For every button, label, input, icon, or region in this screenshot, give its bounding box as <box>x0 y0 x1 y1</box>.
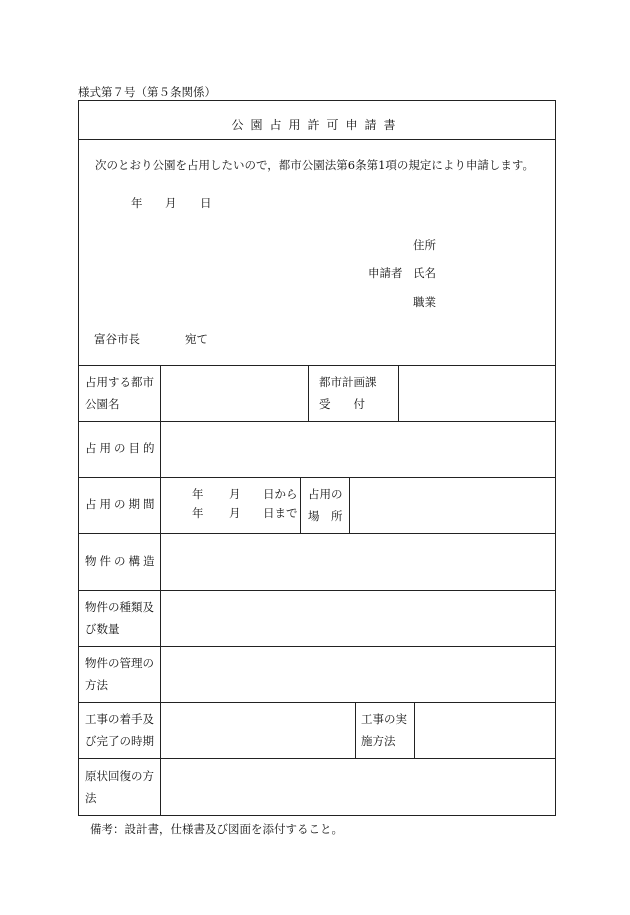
management-label: 物件の管理の 方法 <box>85 656 154 692</box>
period-from-day[interactable]: 日から <box>263 487 298 501</box>
divider <box>79 590 555 591</box>
column-divider <box>160 365 161 815</box>
column-divider <box>349 477 350 533</box>
restoration-label: 原状回復の方 法 <box>85 769 154 805</box>
column-divider <box>414 702 415 758</box>
kind-quantity-label: 物件の種類及 び数量 <box>85 600 154 636</box>
remarks: 備考：設計書，仕様書及び図面を添付すること。 <box>90 822 343 836</box>
application-form <box>78 100 556 816</box>
divider <box>79 365 555 366</box>
applicant-address-label: 住所 <box>413 238 436 252</box>
place-label: 占用の 場 所 <box>308 487 343 523</box>
purpose-label: 占用の目的 <box>85 441 158 455</box>
column-divider <box>300 477 301 533</box>
addressee-name: 富谷市長 <box>94 332 140 346</box>
divider <box>79 139 555 140</box>
period-from-year[interactable]: 年 <box>192 487 204 501</box>
applicant-label: 申請者 <box>368 266 403 280</box>
divider <box>79 477 555 478</box>
period-from-month[interactable]: 月 <box>229 487 241 501</box>
period-to-month[interactable]: 月 <box>229 506 241 520</box>
period-to-year[interactable]: 年 <box>192 506 204 520</box>
construction-period-label: 工事の着手及 び完了の時期 <box>85 712 154 748</box>
applicant-name-label: 氏名 <box>413 266 436 280</box>
addressee-suffix: 宛て <box>185 332 208 346</box>
park-name-label: 占用する都市 公園名 <box>85 375 154 411</box>
date-year[interactable]: 年 <box>131 196 143 210</box>
divider <box>79 533 555 534</box>
divider <box>79 758 555 759</box>
period-label: 占用の期間 <box>85 497 158 511</box>
column-divider <box>355 702 356 758</box>
form-title: 公園占用許可申請書 <box>231 118 403 132</box>
construction-method-label: 工事の実 施方法 <box>361 712 407 748</box>
column-divider <box>308 365 309 421</box>
divider <box>79 646 555 647</box>
form-number: 様式第７号（第５条関係） <box>78 85 216 99</box>
date-day[interactable]: 日 <box>200 196 212 210</box>
structure-label: 物件の構造 <box>85 554 158 568</box>
divider <box>79 702 555 703</box>
applicant-occupation-label: 職業 <box>413 295 436 309</box>
intro-text: 次のとおり公園を占用したいので，都市公園法第6条第1項の規定により申請します。 <box>95 158 534 172</box>
date-month[interactable]: 月 <box>165 196 177 210</box>
divider <box>79 421 555 422</box>
period-to-day[interactable]: 日まで <box>263 506 298 520</box>
column-divider <box>398 365 399 421</box>
reception-label: 都市計画課 受 付 <box>319 375 377 411</box>
